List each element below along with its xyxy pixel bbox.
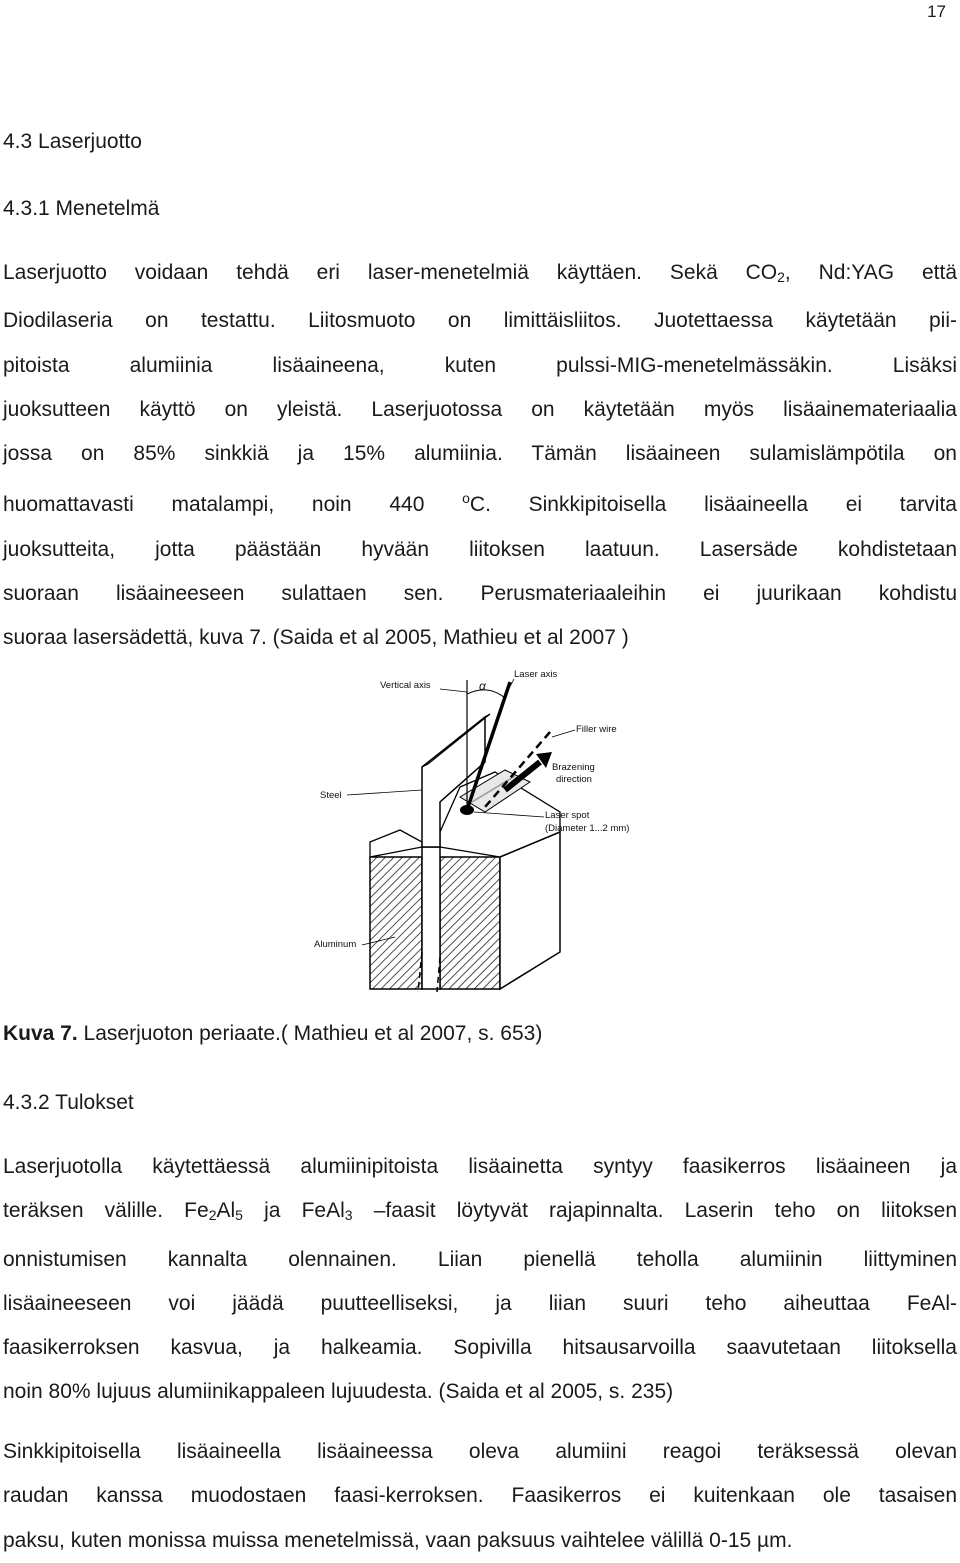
label-laser-axis: Laser axis — [514, 669, 558, 680]
leader-steel — [347, 790, 422, 795]
leader-filler-wire — [552, 730, 575, 737]
paragraph-line: Laserjuotolla käytettäessä alumiinipitoista lisäainetta syntyy faasikerros lisäaineen ja — [3, 1155, 957, 1178]
label-alpha: α — [479, 679, 486, 693]
block-side — [500, 832, 560, 989]
paragraph-line: jossa on 85% sinkkiä ja 15% alumiinia. Tämän lisäaineen sulamislämpötila on — [3, 442, 957, 466]
paragraph-line: pitoista alumiinia lisäaineena, kuten pulssi-MIG-menetelmässäkin. Lisäksi — [3, 353, 957, 377]
label-aluminum: Aluminum — [314, 939, 357, 950]
paragraph-line: Diodilaseria on testattu. Liitosmuoto on limittäisliitos. Juotettaessa käytetään pii- — [3, 309, 957, 333]
paragraph-line: teräksen välille. $Fe_2Al_5$ ja FeAl$_3$ –faasit löytyvät rajapinnalta. Laserin teho on liitoksen — [3, 1199, 957, 1224]
leader-vertical-axis — [440, 689, 467, 692]
paragraph-line: onnistumisen kannalta olennainen. Liian pienellä teholla alumiinin liittyminen — [3, 1247, 957, 1271]
paragraph-line: juoksutteita, jotta päästään hyvään liitoksen laatuun. Lasersäde kohdistetaan — [3, 537, 957, 561]
paragraph-line: raudan kanssa muodostaen faasi-kerroksen. Faasikerros ei kuitenkaan ole tasaisen — [3, 1484, 957, 1508]
paragraph-line: Sinkkipitoisella lisäaineella lisäaineessa oleva alumiini reagoi teräksessä olevan — [3, 1440, 957, 1463]
paragraph-line: paksu, kuten monissa muissa menetelmissä, vaan paksuus vaihtelee välillä 0-15 µm. — [3, 1528, 793, 1552]
paragraph-line: noin 80% lujuus alumiinikappaleen lujuudesta. (Saida et al 2005, s. 235) — [3, 1380, 674, 1404]
laser-brazing-figure — [300, 662, 680, 997]
paragraph-line: Laserjuotto voidaan tehdä eri laser-menetelmiä käyttäen. Sekä $CO_2$, Nd:YAG että — [3, 261, 958, 285]
aluminum-block-right — [440, 857, 500, 989]
label-steel: Steel — [320, 790, 342, 801]
paragraph-method — [3, 251, 957, 661]
aluminum-top-face — [370, 830, 422, 857]
label-brazening-2: direction — [556, 774, 592, 785]
paragraph-line: suoraa lasersädettä, kuva 7. (Saida et al 2005, Mathieu et al 2007 ) — [3, 626, 629, 650]
subsection-heading-results: 4.3.2 Tulokset — [3, 1091, 134, 1114]
figure-caption: Kuva 7. Laserjuoton periaate.( Mathieu et al 2007, s. 653) — [3, 1022, 543, 1045]
section-heading: 4.3 Laserjuotto — [3, 130, 142, 153]
steel-gap — [422, 847, 440, 989]
label-laser-spot-1: Laser spot — [545, 810, 590, 821]
subsection-heading-method: 4.3.1 Menetelmä — [3, 197, 160, 220]
label-vertical-axis: Vertical axis — [380, 680, 431, 691]
paragraph-zinc — [3, 1430, 957, 1563]
paragraph-results — [3, 1145, 957, 1415]
label-filler-wire: Filler wire — [576, 724, 617, 735]
paragraph-line: huomattavasti matalampi, noin 440 $^o$C. Sinkkipitoisella lisäaineella ei tarvita — [3, 490, 957, 517]
paragraph-line: faasikerroksen kasvua, ja halkeamia. Sopivilla hitsausarvoilla saavutetaan liitoksella — [3, 1336, 957, 1360]
paragraph-line: juoksutteen käyttö on yleistä. Laserjuotossa on käytetään myös lisäainemateriaalia — [3, 397, 957, 421]
label-laser-spot-2: (Diameter 1...2 mm) — [545, 823, 630, 834]
label-brazening-1: Brazening — [552, 762, 595, 773]
paragraph-line: suoraan lisäaineeseen sulattaen sen. Perusmateriaaleihin ei juurikaan kohdistu — [3, 582, 957, 606]
aluminum-block-left — [370, 857, 422, 989]
paragraph-line: lisäaineeseen voi jäädä puutteelliseksi, ja liian suuri teho aiheuttaa FeAl- — [3, 1291, 957, 1315]
angle-arc — [467, 690, 505, 698]
page-number: 17 — [927, 2, 946, 21]
